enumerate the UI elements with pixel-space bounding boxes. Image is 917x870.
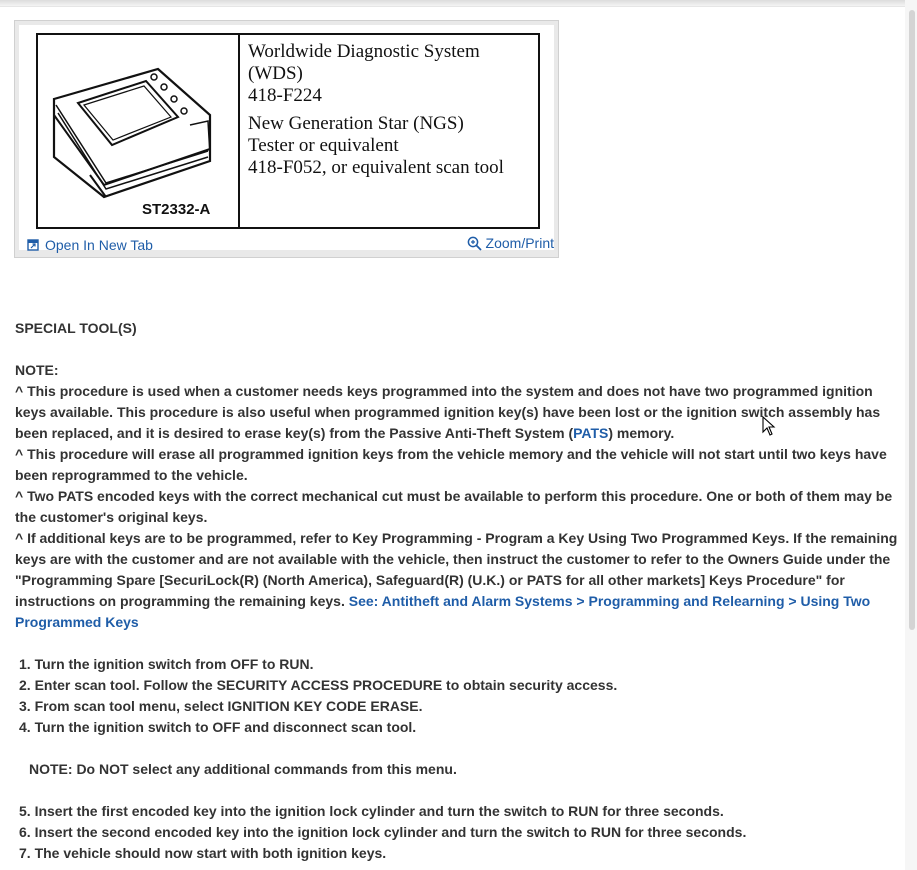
step-item: 2. Enter scan tool. Follow the SECURITY ACCESS PROCEDURE to obtain security access. xyxy=(19,677,618,693)
note-bullet: ^ Two PATS encoded keys with the correct mechanical cut must be available to perform this procedure. One or both of them may be the customer's original keys. xyxy=(15,488,893,525)
figure-frame xyxy=(36,33,540,229)
mouse-cursor-icon xyxy=(762,416,776,436)
figure-code: ST2332-A xyxy=(142,201,211,218)
figure-line: New Generation Star (NGS) xyxy=(248,113,464,134)
pats-link[interactable]: PATS xyxy=(573,425,609,441)
figure-line: 418-F224 xyxy=(248,85,322,106)
figure-image xyxy=(19,25,554,250)
figure-line: Worldwide Diagnostic System xyxy=(248,41,480,62)
note-bullet: ^ This procedure will erase all programmed ignition keys from the vehicle memory and the vehicle will not start until two keys have been reprogrammed to the vehicle. xyxy=(15,446,887,483)
figure-actions xyxy=(19,233,554,255)
note-label: NOTE: xyxy=(15,362,59,378)
figure-panel xyxy=(14,20,559,258)
step-item: 3. From scan tool menu, select IGNITION KEY CODE ERASE. xyxy=(19,698,423,714)
open-in-new-tab-label: Open In New Tab xyxy=(45,237,153,253)
note-bullet: ^ If additional keys are to be programmed, refer to Key Programming - Program a Key Using Two Programmed Keys. If the remaining keys are with the customer and are not available with the vehicle, then instruct the customer to refer to the Owners Guide under the "Programming Spare [SecuriLock(R) (North America), Safeguard(R) (U.K.) or PATS for all other markets] Keys Procedure" for instructions on programming the remaining keys. See: Antitheft and Alarm Systems > Programming and Relearning > Using Two Programmed Keys xyxy=(15,530,898,630)
step-item: 7. The vehicle should now start with both ignition keys. xyxy=(19,845,387,861)
procedure-content xyxy=(15,318,900,864)
figure-divider xyxy=(238,35,240,227)
open-new-tab-icon xyxy=(27,239,39,251)
figure-line: (WDS) xyxy=(248,63,303,84)
section-title: SPECIAL TOOL(S) xyxy=(15,320,137,336)
zoom-icon xyxy=(467,236,482,251)
figure-caption xyxy=(248,41,538,179)
figure-line: 418-F052, or equivalent scan tool xyxy=(248,157,504,178)
step-item: 5. Insert the first encoded key into the ignition lock cylinder and turn the switch to RUN for three seconds. xyxy=(19,803,724,819)
open-in-new-tab-link[interactable] xyxy=(27,237,153,253)
vertical-scrollbar[interactable] xyxy=(905,0,917,870)
note-bullet: ^ This procedure is used when a customer needs keys programmed into the system and does not have two programmed ignition keys available. This procedure is also useful when programmed ignition key(s) have been lost or the ignition switch assembly has been replaced, and it is desired to erase key(s) from the Passive Anti-Theft System (PATS) memory. xyxy=(15,383,881,441)
zoom-print-label: Zoom/Print xyxy=(485,235,554,251)
step-item: 4. Turn the ignition switch to OFF and disconnect scan tool. xyxy=(19,719,417,735)
figure-line: Tester or equivalent xyxy=(248,135,399,156)
see-antitheft-link[interactable]: See: Antitheft and Alarm Systems > Programming and Relearning > Using Two Programmed Keys xyxy=(15,593,871,630)
steps-list xyxy=(15,801,900,864)
top-toolbar-edge xyxy=(0,0,905,7)
scan-tool-illustration xyxy=(50,65,220,205)
steps-list xyxy=(15,654,900,738)
zoom-print-link[interactable] xyxy=(467,235,554,251)
step-item: 6. Insert the second encoded key into the ignition lock cylinder and turn the switch to RUN for three seconds. xyxy=(19,824,747,840)
step-item: 1. Turn the ignition switch from OFF to RUN. xyxy=(19,656,314,672)
inner-note: NOTE: Do NOT select any additional commands from this menu. xyxy=(29,761,457,777)
scrollbar-thumb[interactable] xyxy=(909,10,915,630)
